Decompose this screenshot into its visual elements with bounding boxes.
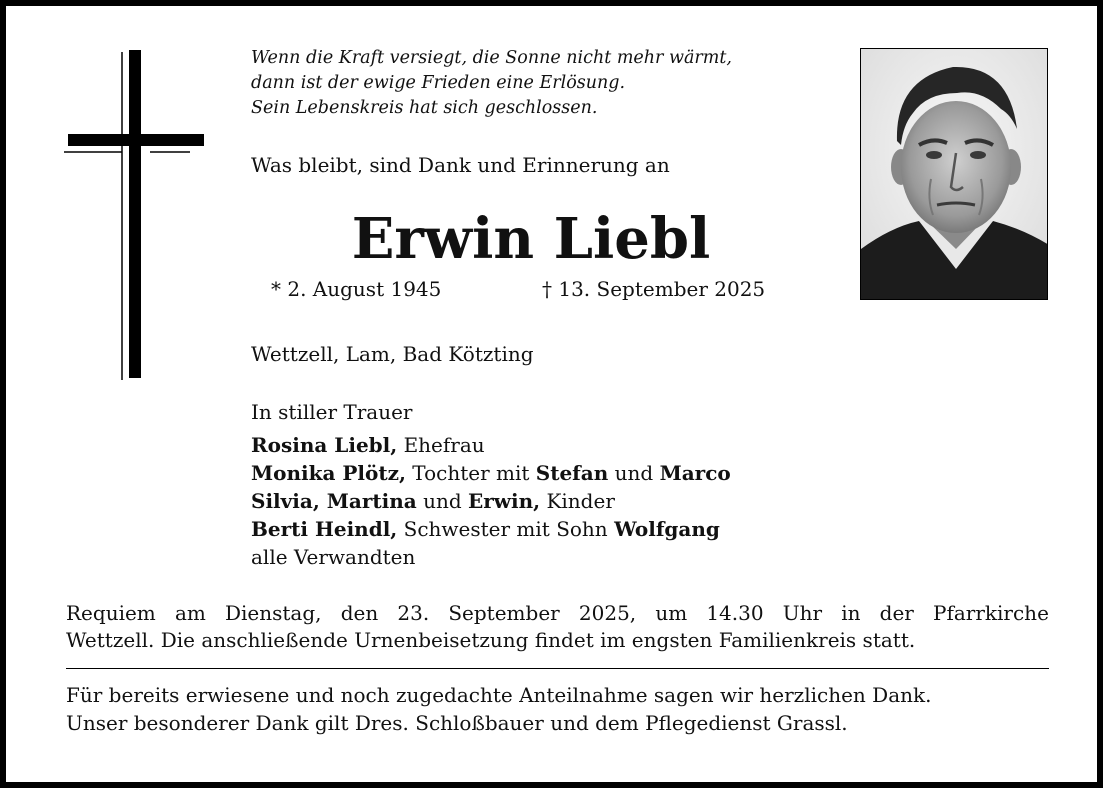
family-relation: und <box>416 489 468 513</box>
requiem-word: 2025, <box>578 601 637 625</box>
requiem-line <box>66 600 1049 627</box>
family-list <box>251 431 731 571</box>
requiem-word: um <box>655 601 688 625</box>
family-name: Silvia, Martina <box>251 489 417 513</box>
family-row <box>251 487 731 515</box>
family-relation: und <box>608 461 660 485</box>
thanks-line: Unser besonderer Dank gilt Dres. Schloßbauer und dem Pflegedienst Grassl. <box>66 711 848 735</box>
family-row <box>251 515 731 543</box>
requiem-word: Uhr <box>782 601 823 625</box>
places: Wettzell, Lam, Bad Kötzting <box>251 342 534 366</box>
requiem-line: Wettzell. Die anschließende Urnenbeisetzung findet im engsten Familienkreis statt. <box>66 628 916 652</box>
intro-text: Was bleibt, sind Dank und Erinnerung an <box>251 153 670 177</box>
family-name: Marco <box>659 461 731 485</box>
deceased-name: Erwin Liebl <box>351 206 711 272</box>
family-row <box>251 459 731 487</box>
requiem-word: den <box>340 601 379 625</box>
requiem-word: Pfarrkirche <box>933 601 1049 625</box>
family-name: Berti Heindl, <box>251 517 398 541</box>
family-relation: Tochter mit <box>405 461 536 485</box>
requiem-word: September <box>448 601 560 625</box>
mourning-heading: In stiller Trauer <box>251 400 413 424</box>
thanks-line: Für bereits erwiesene und noch zugedachte Anteilnahme sagen wir herzlichen Dank. <box>66 683 932 707</box>
family-row <box>251 543 731 571</box>
family-name: Wolfgang <box>614 517 720 541</box>
portrait-photo <box>860 48 1048 300</box>
birth-date: * 2. August 1945 <box>271 277 442 301</box>
family-name: Monika Plötz, <box>251 461 406 485</box>
requiem-word: 14.30 <box>706 601 764 625</box>
poem-line: dann ist der ewige Frieden eine Erlösung. <box>251 73 626 93</box>
family-relation: Kinder <box>540 489 615 513</box>
requiem-word: am <box>174 601 206 625</box>
death-date: † 13. September 2025 <box>542 277 766 301</box>
requiem-word: 23. <box>397 601 430 625</box>
family-name: Erwin, <box>468 489 541 513</box>
family-relation: Ehefrau <box>397 433 485 457</box>
family-relation: alle Verwandten <box>251 545 416 569</box>
requiem-word: der <box>879 601 914 625</box>
poem-line: Wenn die Kraft versiegt, die Sonne nicht mehr wärmt, <box>251 48 732 68</box>
family-name: Stefan <box>535 461 609 485</box>
requiem-word: Dienstag, <box>224 601 322 625</box>
requiem-word: Requiem <box>66 601 156 625</box>
cross-icon <box>62 46 207 386</box>
family-relation: Schwester mit Sohn <box>397 517 615 541</box>
thanks-text <box>66 681 1056 737</box>
divider <box>66 668 1049 669</box>
family-row <box>251 431 731 459</box>
family-name: Rosina Liebl, <box>251 433 398 457</box>
poem <box>251 46 732 121</box>
requiem-word: in <box>841 601 861 625</box>
requiem-text <box>66 600 1049 654</box>
poem-line: Sein Lebenskreis hat sich geschlossen. <box>251 98 598 118</box>
